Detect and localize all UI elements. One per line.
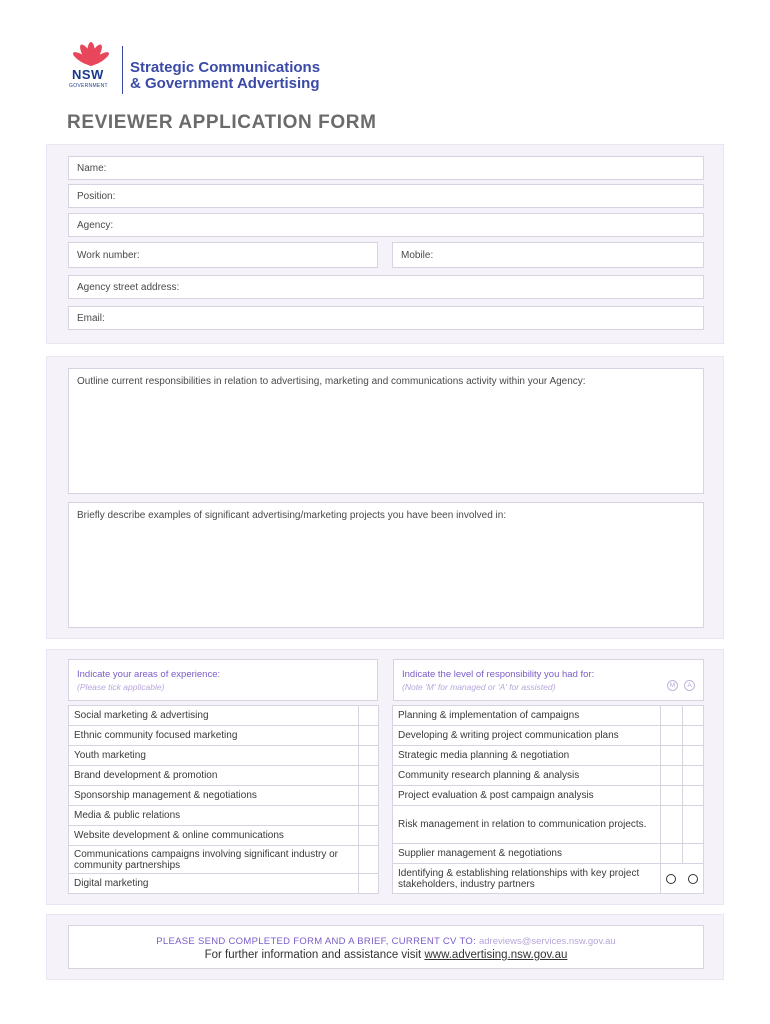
agency-field[interactable] <box>68 213 704 237</box>
table-row <box>69 746 379 766</box>
experience-item: Digital marketing <box>69 874 359 894</box>
further-info <box>69 949 703 961</box>
experience-checkbox[interactable] <box>359 806 379 826</box>
experience-note: (Please tick applicable) <box>77 682 165 692</box>
experience-checkbox[interactable] <box>359 786 379 806</box>
website-link[interactable]: www.advertising.nsw.gov.au <box>424 949 568 961</box>
table-row <box>393 766 704 786</box>
mobile-label: Mobile: <box>401 249 434 261</box>
assisted-radio-icon[interactable] <box>688 874 698 884</box>
responsibility-note: (Note 'M' for managed or 'A' for assisted) <box>402 682 556 692</box>
brand-line-1: Strategic Communications <box>130 59 321 76</box>
table-row <box>393 706 704 726</box>
managed-checkbox[interactable] <box>661 844 683 864</box>
m-a-radio-group <box>661 864 704 894</box>
table-row <box>69 786 379 806</box>
mobile-field[interactable] <box>392 242 704 268</box>
responsibilities-textarea[interactable] <box>68 368 704 494</box>
brand-line-2: & Government Advertising <box>130 75 320 92</box>
further-info-text: For further information and assistance visit <box>204 949 422 961</box>
logo-government-text: GOVERNMENT <box>69 83 108 89</box>
logo-nsw-text: NSW <box>72 67 104 82</box>
table-row <box>393 786 704 806</box>
submission-info <box>68 925 704 969</box>
submission-email-link[interactable]: adreviews@services.nsw.gov.au <box>478 936 616 947</box>
responsibility-table <box>392 705 704 894</box>
table-row <box>69 826 379 846</box>
assisted-checkbox[interactable] <box>682 786 704 806</box>
experience-checkbox[interactable] <box>359 726 379 746</box>
form-title: REVIEWER APPLICATION FORM <box>67 112 377 133</box>
experience-item: Social marketing & advertising <box>69 706 359 726</box>
experience-item: Media & public relations <box>69 806 359 826</box>
experience-table <box>68 705 379 894</box>
table-row <box>69 766 379 786</box>
work-number-label: Work number: <box>77 249 140 261</box>
assisted-checkbox[interactable] <box>682 706 704 726</box>
table-row <box>393 864 704 894</box>
experience-checkbox[interactable] <box>359 846 379 874</box>
responsibilities-question: Outline current responsibilities in relation to advertising, marketing and communications activity within your Agency: <box>77 376 586 387</box>
assisted-checkbox[interactable] <box>682 746 704 766</box>
header-divider <box>122 46 123 94</box>
assisted-circle-icon: A <box>684 680 695 691</box>
managed-checkbox[interactable] <box>661 726 683 746</box>
managed-checkbox[interactable] <box>661 806 683 844</box>
m-a-legend <box>667 680 695 691</box>
table-row <box>69 806 379 826</box>
name-label: Name: <box>77 162 107 174</box>
experience-checkbox[interactable] <box>359 826 379 846</box>
table-row <box>69 846 379 874</box>
email-field[interactable] <box>68 306 704 330</box>
table-row <box>393 746 704 766</box>
responsibility-header <box>393 659 704 701</box>
name-field[interactable] <box>68 156 704 180</box>
assisted-checkbox[interactable] <box>682 726 704 746</box>
responsibility-item: Strategic media planning & negotiation <box>393 746 661 766</box>
managed-checkbox[interactable] <box>661 746 683 766</box>
table-row <box>393 806 704 844</box>
send-instructions <box>69 936 703 947</box>
managed-circle-icon: M <box>667 680 678 691</box>
managed-checkbox[interactable] <box>661 766 683 786</box>
projects-question: Briefly describe examples of significant advertising/marketing projects you have been involved in: <box>77 510 507 521</box>
responsibility-item: Identifying & establishing relationships with key project stakeholders, industry partners <box>393 864 661 894</box>
experience-checkbox[interactable] <box>359 706 379 726</box>
experience-checkbox[interactable] <box>359 874 379 894</box>
managed-checkbox[interactable] <box>661 706 683 726</box>
work-number-field[interactable] <box>68 242 378 268</box>
experience-title: Indicate your areas of experience: <box>77 669 221 680</box>
experience-header <box>68 659 378 701</box>
brand-name <box>130 60 320 92</box>
experience-checkbox[interactable] <box>359 766 379 786</box>
managed-checkbox[interactable] <box>661 786 683 806</box>
experience-item: Youth marketing <box>69 746 359 766</box>
send-instructions-text: PLEASE SEND COMPLETED FORM AND A BRIEF, CURRENT CV TO: <box>156 936 477 947</box>
table-row <box>393 726 704 746</box>
responsibility-item: Community research planning & analysis <box>393 766 661 786</box>
experience-item: Brand development & promotion <box>69 766 359 786</box>
projects-textarea[interactable] <box>68 502 704 628</box>
address-label: Agency street address: <box>77 281 180 293</box>
responsibility-item: Risk management in relation to communication projects. <box>393 806 661 844</box>
responsibility-item: Developing & writing project communication plans <box>393 726 661 746</box>
responsibility-item: Project evaluation & post campaign analysis <box>393 786 661 806</box>
responsibility-item: Supplier management & negotiations <box>393 844 661 864</box>
experience-checkbox[interactable] <box>359 746 379 766</box>
table-row <box>69 874 379 894</box>
agency-label: Agency: <box>77 219 114 231</box>
table-row <box>69 726 379 746</box>
experience-item: Sponsorship management & negotiations <box>69 786 359 806</box>
experience-item: Communications campaigns involving significant industry or community partnerships <box>69 846 359 874</box>
table-row <box>69 706 379 726</box>
experience-item: Ethnic community focused marketing <box>69 726 359 746</box>
position-field[interactable] <box>68 184 704 208</box>
table-row <box>393 844 704 864</box>
assisted-checkbox[interactable] <box>682 806 704 844</box>
waratah-flower-icon <box>66 40 116 70</box>
assisted-checkbox[interactable] <box>682 844 704 864</box>
email-label: Email: <box>77 312 105 324</box>
experience-item: Website development & online communications <box>69 826 359 846</box>
nsw-government-logo <box>66 40 116 92</box>
managed-radio-icon[interactable] <box>666 874 676 884</box>
header <box>66 40 406 96</box>
assisted-checkbox[interactable] <box>682 766 704 786</box>
responsibility-item: Planning & implementation of campaigns <box>393 706 661 726</box>
position-label: Position: <box>77 190 116 202</box>
address-field[interactable] <box>68 275 704 299</box>
responsibility-title: Indicate the level of responsibility you had for: <box>402 669 595 680</box>
